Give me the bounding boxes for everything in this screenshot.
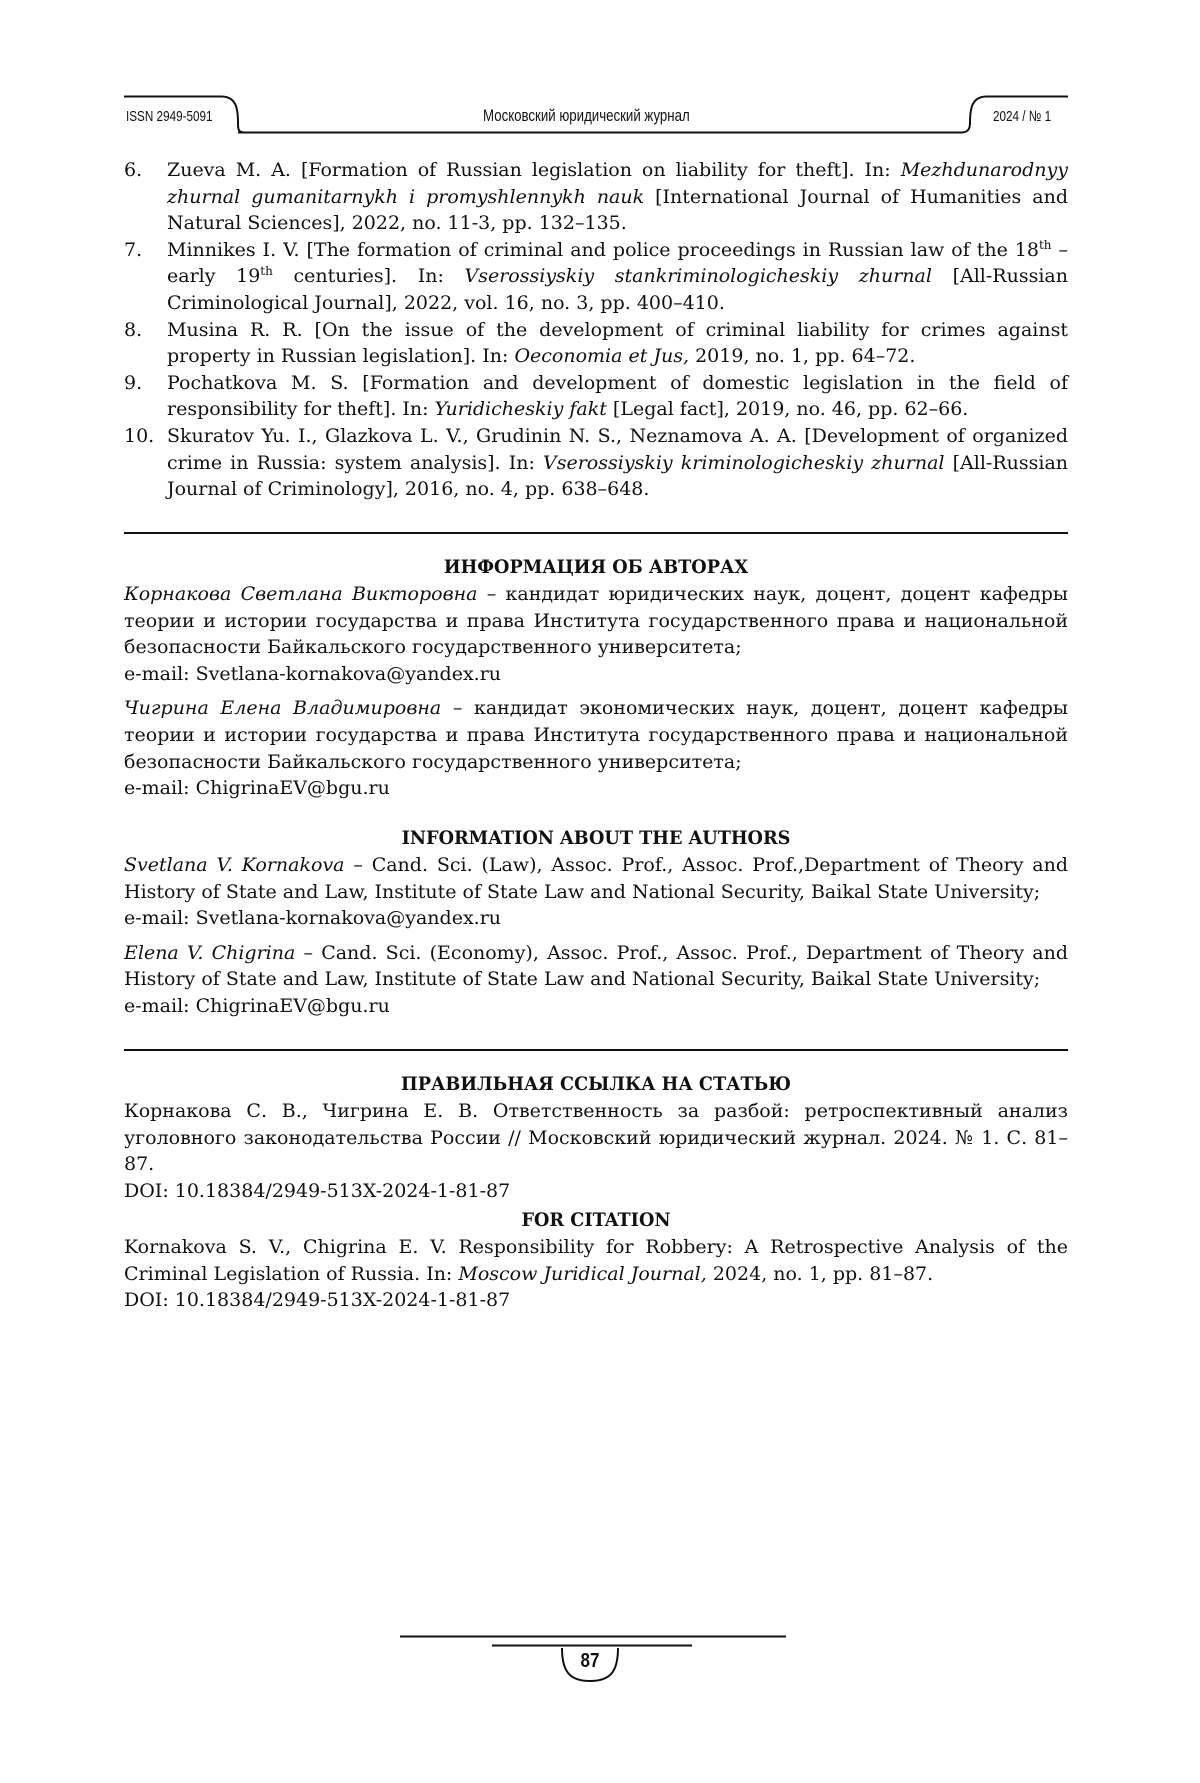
authors-en-title: INFORMATION ABOUT THE AUTHORS [401, 827, 791, 849]
citation-ru-text: Корнакова С. В., Чигрина Е. В. Ответственность за разбой: ретроспективный анализ уголовного законодательства России // Московский юридический журнал. 2024. № 1. С. 81–87. [124, 1100, 1068, 1176]
references-list [124, 157, 1068, 503]
author-en-1 [124, 852, 1068, 905]
citation-ru-block [124, 1098, 1068, 1204]
author-ru-1-affiliation: – кандидат юридических наук, доцент, доцент кафедры теории и истории государства и права Института государственного права и национальной безопасности Байкальского государственного университета; [124, 583, 1069, 659]
reference-item [124, 157, 1068, 237]
author-en-2 [124, 940, 1068, 993]
header-issue: 2024 / № 1 [993, 108, 1052, 125]
reference-source-italic: Yuridicheskiy fakt [434, 398, 607, 421]
reference-text [167, 317, 1068, 370]
reference-item [124, 423, 1068, 503]
author-en-1-affiliation: – Cand. Sci. (Law), Assoc. Prof., Assoc. Prof.,Department of Theory and History of State and Law, Institute of State Law and National Security, Baikal State University; [124, 854, 1068, 903]
citation-ru-doi: DOI: 10.18384/2949-513X-2024-1-81-87 [124, 1179, 511, 1202]
citation-en-text [124, 1234, 1068, 1287]
citation-ru-title: ПРАВИЛЬНАЯ ССЫЛКА НА СТАТЬЮ [401, 1073, 791, 1095]
author-en-2-name: Elena V. Chigrina [124, 941, 296, 964]
citation-en-doi: DOI: 10.18384/2949-513X-2024-1-81-87 [124, 1289, 511, 1312]
reference-text [167, 423, 1068, 503]
author-ru-1-name: Корнакова Светлана Викторовна [124, 583, 478, 605]
authors-ru-title: ИНФОРМАЦИЯ ОБ АВТОРАХ [443, 556, 749, 578]
reference-text-part: Zueva M. A. [Formation of Russian legislation on liability for theft]. In: [167, 159, 901, 181]
citation-en-journal: Moscow Juridical Journal, [458, 1262, 707, 1285]
author-ru-1 [124, 581, 1068, 661]
superscript: th [1038, 237, 1052, 252]
reference-text-part: Skuratov Yu. I., Glazkova L. V., Grudinin N. S., Neznamova A. A. [Development of organized crime in Russia: system analysis]. In: [167, 424, 1068, 474]
citation-en-text-start: Kornakova S. V., Chigrina E. V. Responsibility for Robbery: A Retrospective Analysis of the Criminal Legislation of Russia. In: [124, 1236, 1068, 1285]
author-ru-2 [124, 695, 1068, 775]
reference-number: 8. [124, 318, 143, 341]
superscript: th [260, 264, 273, 279]
authors-ru-block [124, 581, 1068, 802]
reference-source-italic: Vserossiyskiy kriminologicheskiy zhurnal [543, 451, 945, 474]
author-en-2-affiliation: – Cand. Sci. (Economy), Assoc. Prof., Assoc. Prof., Department of Theory and History of State and Law, Institute of State Law and National Security, Baikal State University; [124, 941, 1068, 991]
header-issn: ISSN 2949-5091 [126, 108, 213, 125]
reference-item [124, 317, 1068, 370]
reference-text-part: centuries]. In: [272, 265, 465, 288]
reference-text-part: – early 19 [167, 238, 1068, 288]
reference-text-part: [International Journal of Humanities and Natural Sciences], 2022, no. 11-3, pp. 132–135. [167, 185, 1069, 235]
header-frame [0, 0, 1200, 150]
reference-text-part: [All-Russian Criminological Journal], 2022, vol. 16, no. 3, pp. 400–410. [167, 265, 1068, 314]
author-en-1-email: e-mail: Svetlana-kornakova@yandex.ru [124, 907, 502, 930]
reference-item [124, 370, 1068, 423]
header-journal-title: Московский юридический журнал [483, 106, 690, 125]
reference-text-part: 2019, no. 1, pp. 64–72. [689, 345, 916, 368]
reference-text-part: Musina R. R. [On the issue of the development of criminal liability for crimes against property in Russian legislation]. In: [167, 318, 1068, 368]
page-number: 87 [580, 1650, 600, 1672]
author-ru-1-email: e-mail: Svetlana-kornakova@yandex.ru [124, 662, 502, 685]
section-divider [124, 1049, 1068, 1051]
reference-text [167, 157, 1068, 237]
reference-source-italic: Mezhdunarodnyy zhurnal gumanitarnykh i promyshlennykh nauk [167, 159, 1068, 208]
author-ru-2-affiliation: – кандидат экономических наук, доцент, доцент кафедры теории и истории государства и права Института государственного права и национальной безопасности Байкальского государственного университета; [124, 697, 1068, 773]
reference-text-part: Pochatkova M. S. [Formation and development of domestic legislation in the field of responsibility for theft]. In: [167, 371, 1068, 421]
reference-text-part: [All-Russian Journal of Criminology], 2016, no. 4, pp. 638–648. [167, 451, 1069, 501]
reference-source-italic: Oeconomia et Jus, [514, 345, 690, 368]
reference-number: 10. [124, 424, 155, 447]
citation-en-title: FOR CITATION [521, 1209, 671, 1231]
reference-text-part: Minnikes I. V. [The formation of criminal and police proceedings in Russian law of the 18 [167, 238, 1039, 261]
reference-text [167, 370, 1068, 423]
reference-number: 9. [124, 371, 143, 394]
reference-text-part: [Legal fact], 2019, no. 46, pp. 62–66. [606, 398, 969, 421]
author-en-2-email: e-mail: ChigrinaEV@bgu.ru [124, 994, 390, 1017]
reference-source-italic: Vserossiyskiy stankriminologicheskiy zhurnal [464, 265, 932, 288]
reference-text [167, 237, 1068, 317]
section-divider [124, 532, 1068, 534]
reference-number: 6. [124, 159, 143, 181]
author-ru-2-name: Чигрина Елена Владимировна [124, 697, 442, 720]
author-ru-2-email: e-mail: ChigrinaEV@bgu.ru [124, 777, 390, 800]
reference-number: 7. [124, 238, 143, 261]
citation-en-text-end: 2024, no. 1, pp. 81–87. [706, 1262, 934, 1285]
author-en-1-name: Svetlana V. Kornakova [124, 854, 345, 876]
reference-item [124, 237, 1068, 317]
citation-en-block [124, 1234, 1068, 1314]
authors-en-block [124, 852, 1068, 1020]
